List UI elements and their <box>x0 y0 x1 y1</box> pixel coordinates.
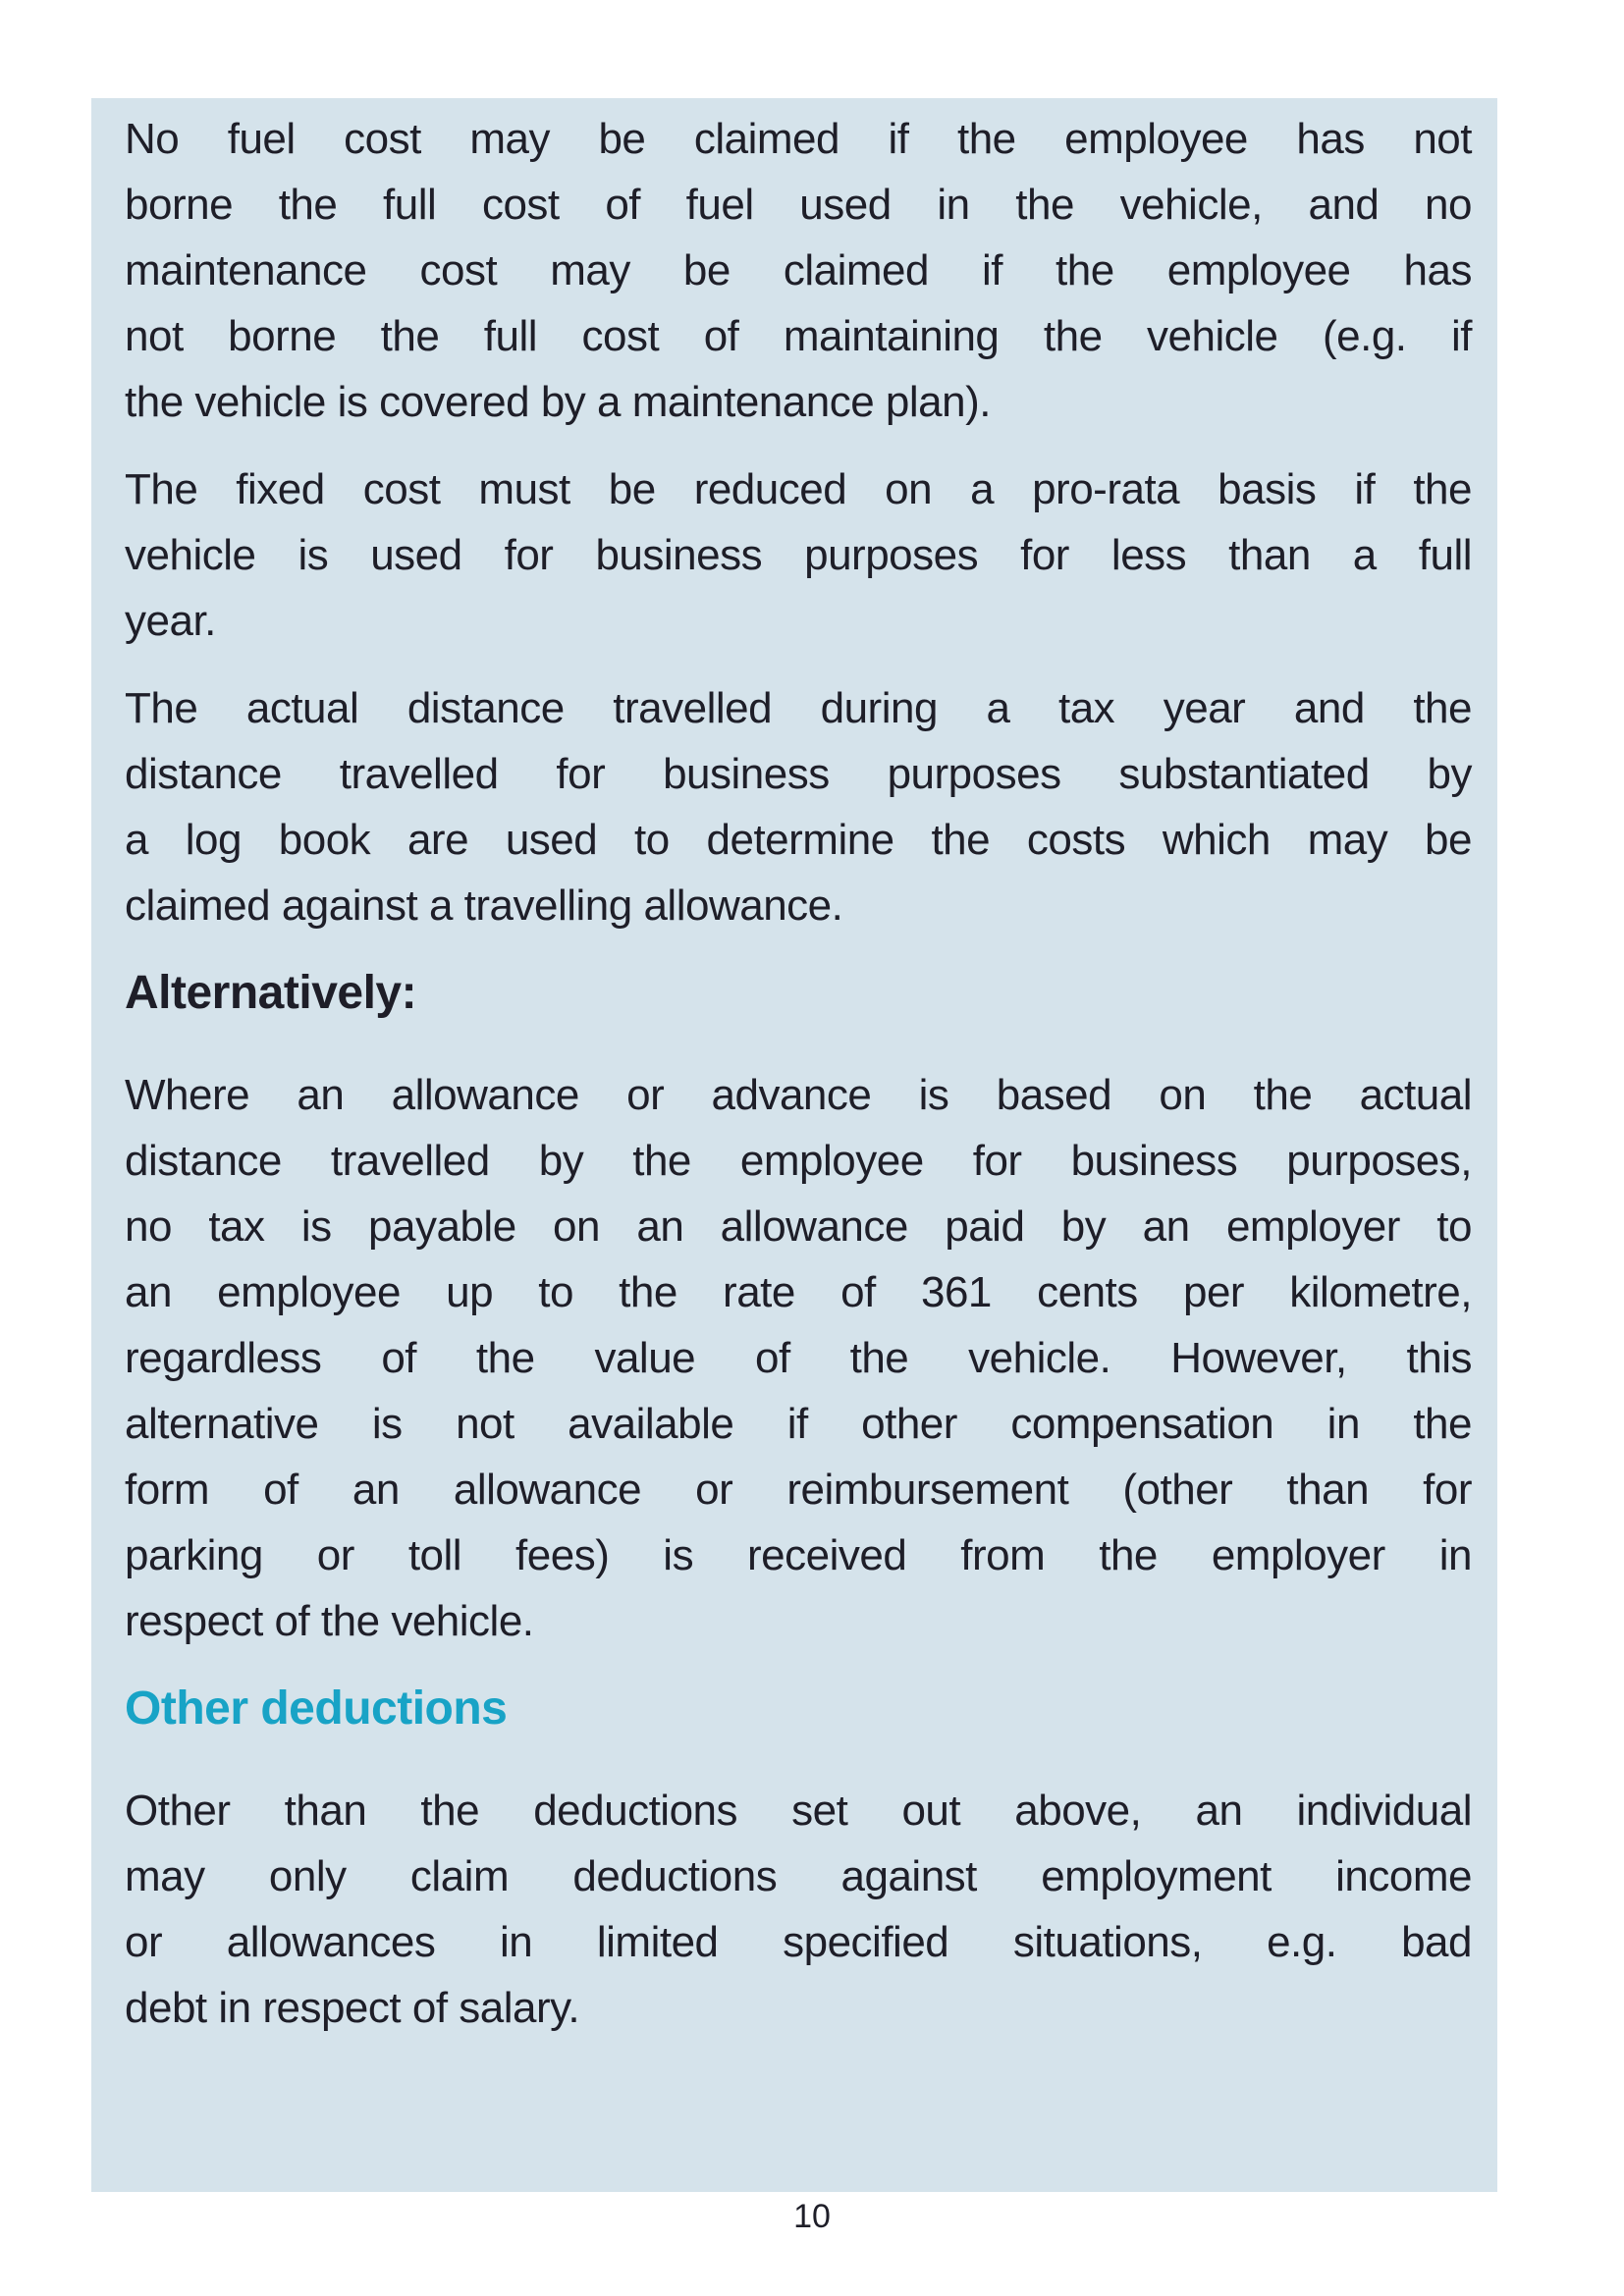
content-panel <box>91 98 1497 2192</box>
text-line: or allowances in limited specified situations, e.g. bad <box>125 1918 1472 1966</box>
text-line: parking or toll fees) is received from the employer in <box>125 1531 1472 1579</box>
paragraph-fixed-cost <box>125 456 1472 654</box>
text-line: an employee up to the rate of 361 cents per kilometre, <box>125 1268 1472 1316</box>
text-line: form of an allowance or reimbursement (other than for <box>125 1466 1472 1514</box>
text-line: the vehicle is covered by a maintenance plan). <box>125 378 991 426</box>
text-line: regardless of the value of the vehicle. However, this <box>125 1334 1472 1382</box>
text-line: borne the full cost of fuel used in the vehicle, and no <box>125 181 1472 229</box>
text-line: The actual distance travelled during a tax year and the <box>125 684 1472 732</box>
paragraph-other-deductions <box>125 1778 1472 2041</box>
text-line: year. <box>125 597 216 645</box>
paragraph-fuel-cost <box>125 106 1472 435</box>
text-line: respect of the vehicle. <box>125 1597 534 1645</box>
text-line: vehicle is used for business purposes for less than a full <box>125 531 1472 579</box>
text-line: distance travelled for business purposes substantiated by <box>125 750 1472 798</box>
text-line: alternative is not available if other compensation in the <box>125 1400 1472 1448</box>
paragraph-alternative-rate <box>125 1062 1472 1654</box>
text-line: Where an allowance or advance is based on the actual <box>125 1071 1472 1119</box>
heading-alternatively: Alternatively: <box>125 967 417 1019</box>
text-line: a log book are used to determine the costs which may be <box>125 816 1472 864</box>
text-line: distance travelled by the employee for business purposes, <box>125 1137 1472 1185</box>
text-line: claimed against a travelling allowance. <box>125 881 843 930</box>
paragraph-actual-distance <box>125 675 1472 938</box>
text-line: debt in respect of salary. <box>125 1984 580 2032</box>
text-line: No fuel cost may be claimed if the employee has not <box>125 115 1472 163</box>
text-line: Other than the deductions set out above, an individual <box>125 1787 1472 1835</box>
text-line: not borne the full cost of maintaining the vehicle (e.g. if <box>125 312 1472 360</box>
text-line: may only claim deductions against employment income <box>125 1852 1472 1900</box>
text-line: no tax is payable on an allowance paid by an employer to <box>125 1202 1472 1251</box>
heading-other-deductions: Other deductions <box>125 1682 508 1735</box>
text-line: The fixed cost must be reduced on a pro-rata basis if the <box>125 465 1472 513</box>
page-number: 10 <box>793 2198 831 2235</box>
text-line: maintenance cost may be claimed if the employee has <box>125 246 1472 294</box>
